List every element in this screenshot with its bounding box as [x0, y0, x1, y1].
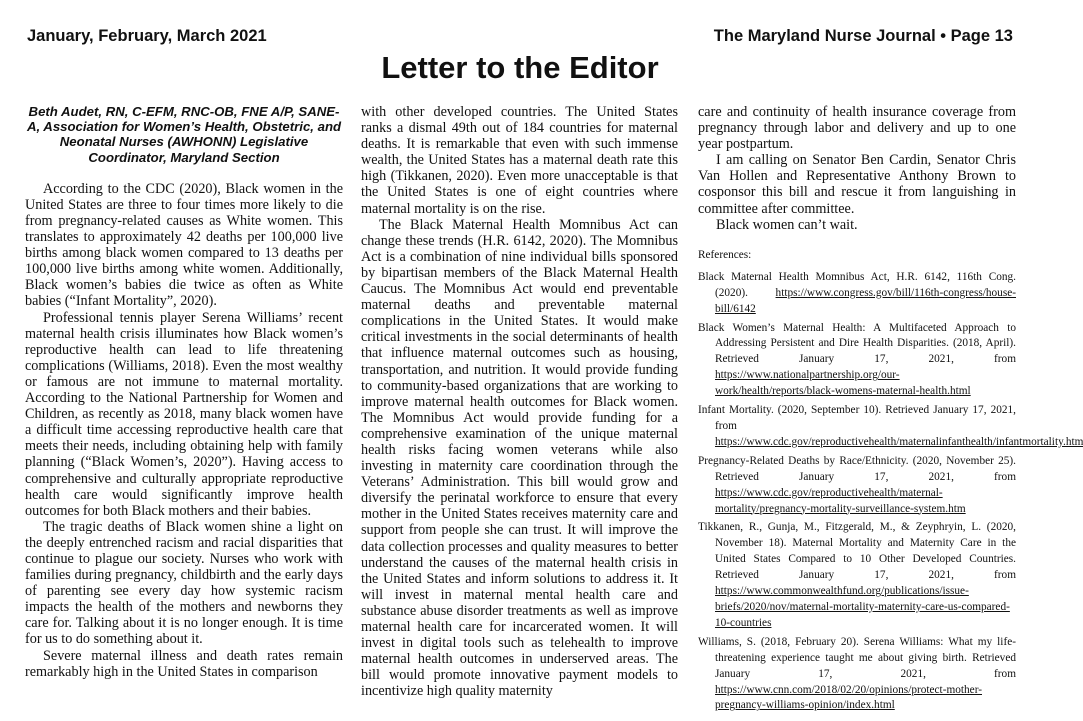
paragraph: care and continuity of health insurance coverage from pregnancy through labor and delivery and up to one year postpartum.: [698, 104, 1016, 153]
paragraph: Severe maternal illness and death rates remain remarkably high in the United States in comparison: [25, 647, 343, 680]
reference-item: [698, 270, 1016, 318]
reference-text: Tikkanen, R., Gunja, M., Fitzgerald, M., & Zeyphryin, L. (2020, November 18). Maternal Mortality and Maternity Care in the United States Compared to 10 Other Developed Countries. Retrieved January 17, 2021, from: [698, 521, 1016, 582]
reference-item: [698, 321, 1016, 401]
paragraph: The tragic deaths of Black women shine a light on the deeply entrenched racism and racial disparities that continue to plague our society. Nurses who work with families during pregnancy, childbirth and the early days of parenting see every day how systemic racism impacts the health of the mothers and newborns they care for. Talking about it is no longer enough. It is time for us to do something about it.: [25, 518, 343, 648]
paragraph: Black women can’t wait.: [716, 216, 858, 233]
reference-text: Williams, S. (2018, February 20). Serena Williams: What my life-threatening experience taught me about giving birth. Retrieved January 17, 2021, from: [698, 635, 1016, 680]
references-list: [698, 270, 1083, 714]
column-3: [698, 104, 1083, 717]
page-header: [27, 27, 1013, 49]
reference-text: Pregnancy-Related Deaths by Race/Ethnicity. (2020, November 25). Retrieved January 17, 2021, from: [698, 454, 1016, 483]
reference-link[interactable]: https://www.nationalpartnership.org/our-work/health/reports/black-womens-maternal-health.html: [715, 369, 971, 398]
paragraph: According to the CDC (2020), Black women in the United States are three to four times more likely to die from pregnancy-related causes as White women. This translates to approximately 42 deaths per 100,000 live births among black women compared to 13 deaths per 100,000 live births among white women. Additionally, Black women’s babies die twice as often as White babies (“Infant Mortality”, 2020).: [25, 180, 343, 310]
reference-text: Black Maternal Health Momnibus Act, H.R. 6142, 116th Cong. (2020).: [698, 270, 1016, 299]
reference-text: Infant Mortality. (2020, September 10). Retrieved January 17, 2021, from: [698, 404, 1016, 432]
reference-text: Black Women’s Maternal Health: A Multifaceted Approach to Addressing Persistent and Dire Health Disparities. (2018, April). Retrieved January 17, 2021, from: [698, 321, 1016, 366]
reference-link[interactable]: https://www.cnn.com/2018/02/20/opinions/protect-mother-pregnancy-williams-opinion/index.html: [715, 683, 982, 712]
issue-date: January, February, March 2021: [27, 27, 267, 45]
reference-link[interactable]: https://www.commonwealthfund.org/publications/issue-briefs/2020/nov/maternal-mortality-maternity-care-us-compared-10-countries: [715, 585, 1010, 629]
reference-item: [698, 635, 1016, 715]
reference-link[interactable]: https://www.cdc.gov/reproductivehealth/maternalinfanthealth/infantmortality.htm: [715, 435, 1083, 448]
reference-link[interactable]: https://www.congress.gov/bill/116th-congress/house-bill/6142: [715, 286, 1016, 315]
column-2: [361, 104, 678, 699]
reference-item: [698, 454, 1016, 518]
column-1: [25, 104, 343, 680]
paragraph: I am calling on Senator Ben Cardin, Senator Chris Van Hollen and Representative Anthony Brown to cosponsor this bill and rescue it from languishing in committee after committee.: [698, 152, 1016, 217]
journal-page: The Maryland Nurse Journal • Page 13: [713, 27, 1013, 45]
paragraph: with other developed countries. The United States ranks a dismal 49th out of 184 countries for maternal deaths. It is remarkable that even with such immense wealth, the United States has a maternal death rate this high (Tikkanen, 2020). Even more unacceptable is that the United States is one of eight countries where maternal mortality is on the rise.: [361, 104, 678, 217]
author-byline: Beth Audet, RN, C-EFM, RNC-OB, FNE A/P, SANE-A, Association for Women’s Health, Obstetric, and Neonatal Nurses (AWHONN) Legislative Coordinator, Maryland Section: [26, 104, 342, 165]
references-heading: References:: [698, 248, 752, 261]
reference-item: [698, 520, 1016, 631]
page-title: Letter to the Editor: [381, 50, 659, 85]
reference-item: [698, 403, 1083, 451]
paragraph: The Black Maternal Health Momnibus Act can change these trends (H.R. 6142, 2020). The Momnibus Act is a combination of nine individual bills sponsored by bipartisan members of the Black Maternal Health Caucus. The Momnibus Act would end preventable maternal deaths and preventable maternal complications in the United States. It would make critical investments in the social determinants of health that influence maternal outcomes such as housing, transportation, and nutrition. It would provide funding to community-based organizations that are working to improve maternal health outcomes for Black women. The Momnibus Act would provide funding for a comprehensive examination of the unique maternal health risks facing women veterans while also investing in maternity care coordination through the Veterans’ Administration. This bill would grow and diversify the perinatal workforce to ensure that every mother in the United States receives maternity care and support from people she can trust. It will improve the data collection processes and quality measures to better understand the causes of the maternal health crisis in the United States and inform solutions to address it. It will invest in maternal mental health care and substance abuse disorder treatments as well as improve maternal health care for incarcerated women. It will invest in digital tools such as telehealth to improve maternal health outcomes in underserved areas. The bill would promote innovative payment models to incentivize high quality maternity: [361, 216, 678, 700]
paragraph: Professional tennis player Serena Williams’ recent maternal health crisis illuminates how Black women’s reproductive health can lead to life threatening complications (Williams, 2018). Even the most wealthy or famous are not immune to maternal mortality. According to the National Partnership for Women and Children, as recently as 2018, many black women have a difficult time accessing reproductive health care that meets their needs, including obtaining help with family planning (“Black Women’s, 2020”). Having access to comprehensive and culturally appropriate reproductive health care would significantly improve health outcomes for both Black mothers and their babies.: [25, 309, 343, 519]
reference-link[interactable]: https://www.cdc.gov/reproductivehealth/maternal-mortality/pregnancy-mortality-surveillance-system.htm: [715, 486, 966, 515]
